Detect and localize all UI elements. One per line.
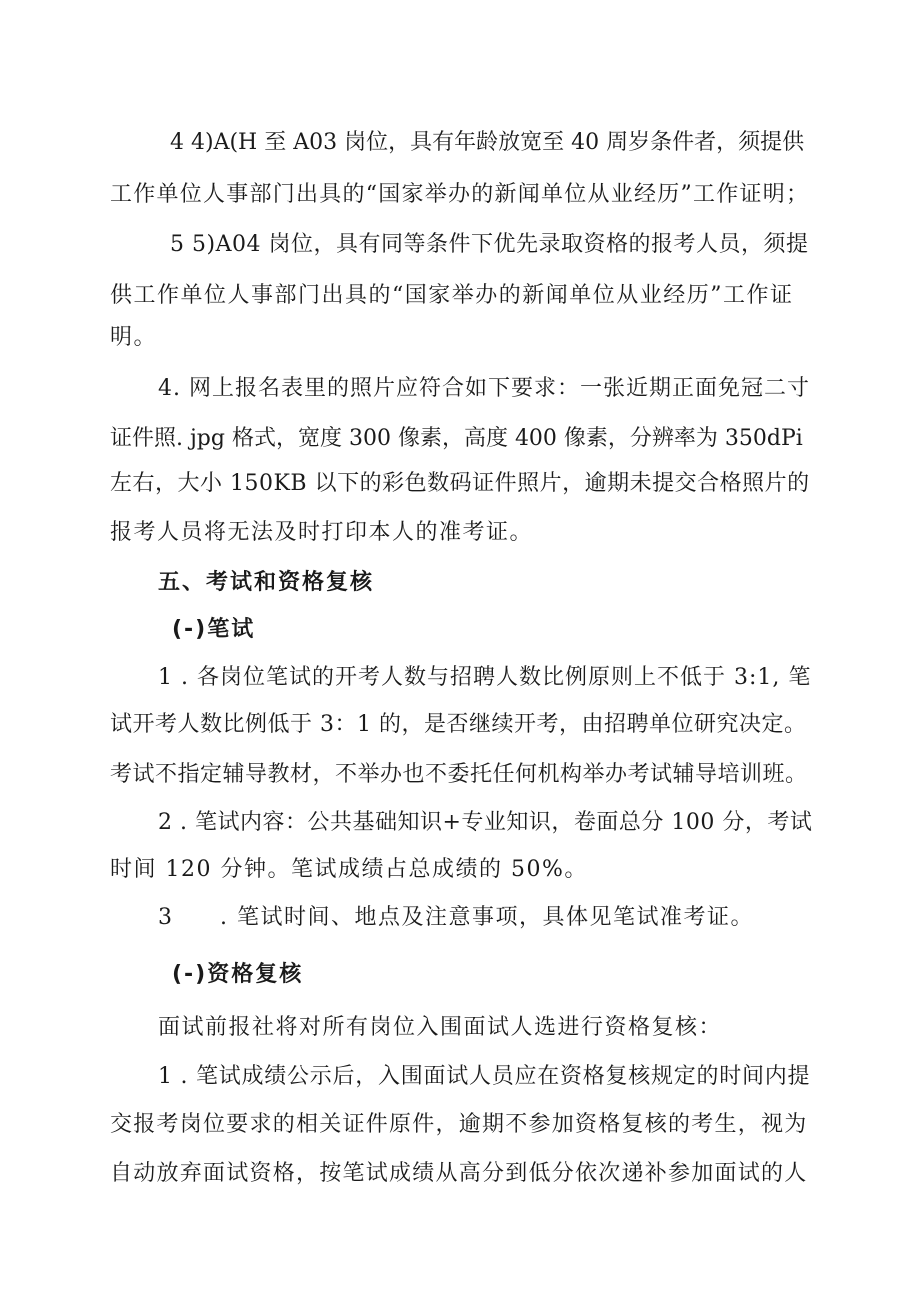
paragraph-line: 1 . 笔试成绩公示后，入围面试人员应在资格复核规定的时间内提 <box>158 1064 811 1089</box>
paragraph-line: 左右，大小 150KB 以下的彩色数码证件照片，逾期未提交合格照片的 <box>110 471 810 496</box>
section-heading: 五、考试和资格复核 <box>158 570 375 595</box>
paragraph-line: 考试不指定辅导教材，不举办也不委托任何机构举办考试辅导培训班。 <box>110 762 808 787</box>
paragraph-line: 1 . 各岗位笔试的开考人数与招聘人数比例原则上不低于 3:1, 笔 <box>158 665 812 690</box>
paragraph-line: 2 . 笔试内容：公共基础知识+专业知识，卷面总分 100 分，考试 <box>158 810 813 835</box>
paragraph-line: 报考人员将无法及时打印本人的准考证。 <box>110 520 534 545</box>
paragraph-line: 时间 120 分钟。笔试成绩占总成绩的 50%。 <box>110 857 588 882</box>
paragraph-line: 5 5)A04 岗位，具有同等条件下优先录取资格的报考人员，须提 <box>170 232 809 257</box>
paragraph-line: . 笔试时间、地点及注意事项，具体见笔试准考证。 <box>220 905 754 930</box>
paragraph-line: 工作单位人事部门出具的“国家举办的新闻单位从业经历”工作证明； <box>110 182 810 207</box>
paragraph-line: 交报考岗位要求的相关证件原件，逾期不参加资格复核的考生，视为 <box>110 1112 808 1137</box>
paragraph-line: 4 4)A(H 至 A03 岗位，具有年龄放宽至 40 周岁条件者，须提供 <box>170 130 805 155</box>
paragraph-line: 4. 网上报名表里的照片应符合如下要求：一张近期正面免冠二寸 <box>158 376 810 401</box>
paragraph-line: 试开考人数比例低于 3：1 的，是否继续开考，由招聘单位研究决定。 <box>110 712 807 737</box>
paragraph-line: 证件照. jpg 格式，宽度 300 像素，高度 400 像素，分辨率为 350dPi <box>110 426 803 451</box>
paragraph-line: 供工作单位人事部门出具的“国家举办的新闻单位从业经历”工作证 <box>110 283 794 308</box>
list-number: 3 <box>158 905 174 930</box>
paragraph-line: 自动放弃面试资格，按笔试成绩从高分到低分依次递补参加面试的人 <box>110 1161 808 1186</box>
subsection-heading: (-)笔试 <box>172 617 256 642</box>
paragraph-line: 面试前报社将对所有岗位入围面试人选进行资格复核： <box>158 1015 723 1040</box>
subsection-heading: (-)资格复核 <box>172 962 304 987</box>
paragraph-line: 明。 <box>110 325 158 350</box>
